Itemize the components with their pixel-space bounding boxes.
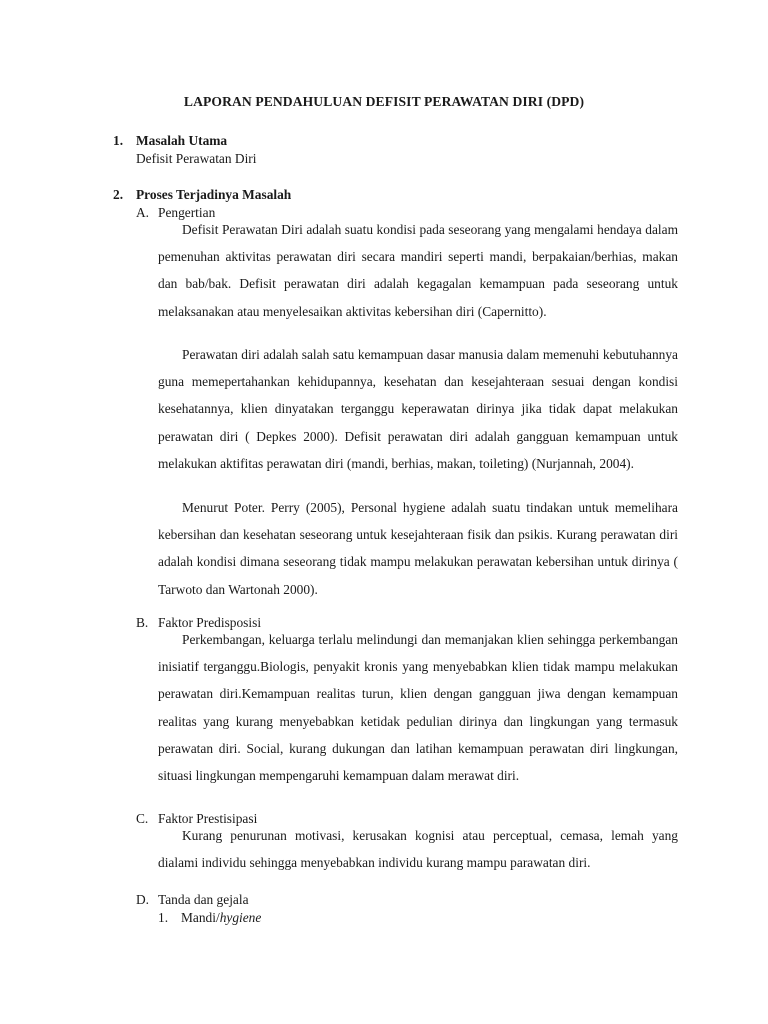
subsection-c-letter: C.	[136, 811, 149, 826]
prestisipasi-paragraph: Kurang penurunan motivasi, kerusakan kognisi atau perceptual, cemasa, lemah yang dialami individu sehingga menyebabkan individu kurang mampu parawatan diri.	[158, 828, 678, 871]
tanda-item-1-label-italic: hygiene	[219, 910, 262, 925]
section-2-number: 2.	[113, 187, 124, 202]
pengertian-paragraph-2: Perawatan diri adalah salah satu kemampuan dasar manusia dalam memenuhi kebutuhannya guna memepertahankan kehidupannya, kesehatan dan kesejahteraan sesuai dengan kondisi kesehatannya, klien dinyatakan terganggu keperawatan dirinya jika tidak dapat melakukan perawatan diri ( Depkes 2000). Defisit perawatan diri adalah gangguan kemampuan untuk melakukan aktifitas perawatan diri (mandi, berhias, makan, toileting) (Nurjannah, 2004).	[158, 347, 678, 471]
section-1-heading: Masalah Utama	[136, 133, 228, 148]
subsection-d-letter: D.	[136, 892, 150, 907]
pengertian-paragraph-3: Menurut Poter. Perry (2005), Personal hygiene adalah suatu tindakan untuk memelihara kebersihan dan kesehatan seseorang untuk kesejahteraan fisik dan psikis. Kurang perawatan diri adalah kondisi dimana seseorang tidak mampu melakukan perawatan kebersihan untuk dirinya ( Tarwoto dan Wartonah 2000).	[158, 500, 678, 597]
tanda-item-1-label-plain: Mandi/	[181, 910, 220, 925]
predisposisi-paragraph: Perkembangan, keluarga terlalu melindungi dan memanjakan klien sehingga perkembangan inisiatif terganggu.Biologis, penyakit kronis yang menyebabkan klien tidak mampu melakukan perawatan diri.Kemampuan realitas turun, klien dengan gangguan jiwa dengan kemampuan realitas yang kurang menyebabkan ketidak pedulian dirinya dan lingkungan yang termasuk perawatan diri. Social, kurang dukungan dan latihan kemampuan perawatan diri lingkungan, situasi lingkungan mempengaruhi kemampuan dalam merawat diri.	[158, 632, 678, 784]
subsection-a-letter: A.	[136, 205, 150, 220]
section-2-heading: Proses Terjadinya Masalah	[136, 187, 292, 202]
subsection-c-heading: Faktor Prestisipasi	[158, 811, 258, 826]
section-1-number: 1.	[113, 133, 124, 148]
subsection-b-letter: B.	[136, 615, 149, 630]
pengertian-paragraph-1: Defisit Perawatan Diri adalah suatu kondisi pada seseorang yang mengalami hendaya dalam pemenuhan aktivitas perawatan diri secara mandiri seperti mandi, berpakaian/berhias, makan dan bab/bak. Defisit perawatan diri adalah kegagalan kemampuan pada seseorang untuk melaksanakan atau menyelesaikan aktivitas kebersihan diri (Capernitto).	[158, 222, 678, 319]
tanda-item-1-label	[181, 910, 261, 926]
subsection-a-heading: Pengertian	[158, 205, 216, 220]
subsection-b-heading: Faktor Predisposisi	[158, 615, 262, 630]
tanda-item-1-number: 1.	[158, 910, 169, 925]
page-title: LAPORAN PENDAHULUAN DEFISIT PERAWATAN DIRI (DPD)	[183, 94, 585, 109]
section-1-body: Defisit Perawatan Diri	[136, 151, 257, 166]
subsection-d-heading: Tanda dan gejala	[158, 892, 249, 907]
